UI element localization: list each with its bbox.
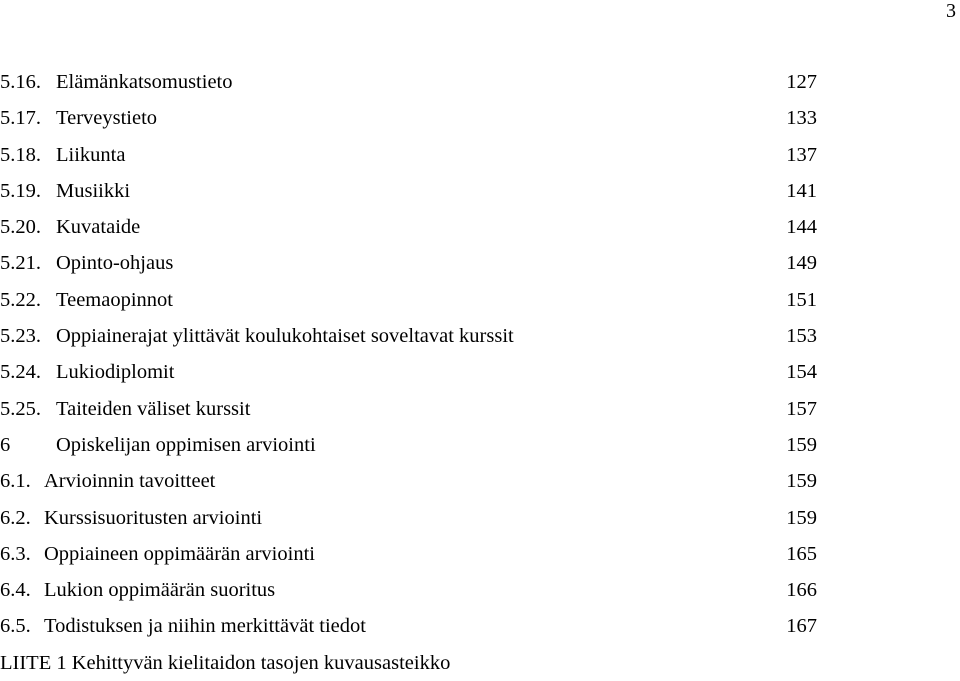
toc-entry-6-4[interactable] xyxy=(0,572,960,608)
toc-entry-title: Todistuksen ja niihin merkittävät tiedot xyxy=(44,615,366,638)
toc-entry-5-25[interactable] xyxy=(0,391,960,427)
toc-entry-number: 5.19. xyxy=(0,179,41,202)
toc-entry-5-20[interactable] xyxy=(0,209,960,245)
toc-entry-5-24[interactable] xyxy=(0,354,960,390)
toc-entry-page: 133 xyxy=(786,107,817,130)
toc-entry-appendix-1[interactable] xyxy=(0,645,960,681)
toc-entry-title: Musiikki xyxy=(56,179,131,202)
toc-entry-title: LIITE 1 Kehittyvän kielitaidon tasojen kuvausasteikko xyxy=(0,651,451,674)
toc-entry-6-3[interactable] xyxy=(0,536,960,572)
toc-entry-title: Oppiainerajat ylittävät koulukohtaiset soveltavat kurssit xyxy=(56,325,514,348)
toc-entry-number: 5.25. xyxy=(0,397,41,420)
toc-entry-title: Liikunta xyxy=(56,143,126,166)
toc-entry-number: 5.24. xyxy=(0,361,41,384)
toc-entry-number: 6.5. xyxy=(0,615,31,638)
toc-entry-page: 151 xyxy=(786,288,817,311)
toc-entry-number: 5.20. xyxy=(0,216,41,239)
toc-entry-5-19[interactable] xyxy=(0,173,960,209)
toc-entry-number: 5.22. xyxy=(0,288,41,311)
toc-entry-number: 6.2. xyxy=(0,506,31,529)
toc-entry-page: 159 xyxy=(786,470,817,493)
toc-entry-number: 5.17. xyxy=(0,107,41,130)
page-number: 3 xyxy=(946,0,956,22)
toc-entry-number: 5.21. xyxy=(0,252,41,275)
toc-entry-title: Kurssisuoritusten arviointi xyxy=(44,506,263,529)
toc-entry-title: Lukiodiplomit xyxy=(56,361,175,384)
toc-entry-number: 6.1. xyxy=(0,470,31,493)
toc-entry-page: 153 xyxy=(786,325,817,348)
toc-entry-number: 5.16. xyxy=(0,71,41,93)
toc-entry-6-5[interactable] xyxy=(0,608,960,644)
toc-entry-5-18[interactable] xyxy=(0,137,960,173)
toc-entry-title: Lukion oppimäärän suoritus xyxy=(44,579,276,602)
toc-entry-title: Kuvataide xyxy=(56,216,141,239)
toc-entry-number: 6.3. xyxy=(0,542,31,565)
toc-entry-page: 166 xyxy=(786,579,817,602)
toc-entry-number: 5.18. xyxy=(0,143,41,166)
toc-entry-page: 159 xyxy=(786,506,817,529)
toc-entry-page: 144 xyxy=(786,216,817,239)
toc-entry-page: 165 xyxy=(786,542,817,565)
toc-entry-title: Terveystieto xyxy=(56,107,158,130)
toc-entry-page: 159 xyxy=(786,433,817,456)
toc-entry-title: Teemaopinnot xyxy=(56,288,173,311)
toc-entry-5-23[interactable] xyxy=(0,318,960,354)
toc-entry-page: 127 xyxy=(786,71,817,93)
toc-entry-page: 141 xyxy=(786,179,817,202)
toc-entry-number: 6 xyxy=(0,433,11,456)
toc-entry-title: Taiteiden väliset kurssit xyxy=(56,397,251,420)
toc-entry-title: Oppiaineen oppimäärän arviointi xyxy=(44,542,315,565)
toc-entry-page: 154 xyxy=(786,361,817,384)
toc-entry-5-17[interactable] xyxy=(0,100,960,136)
toc-entry-6-2[interactable] xyxy=(0,500,960,536)
toc-entry-page: 167 xyxy=(786,615,817,638)
toc-entry-title: Elämänkatsomustieto xyxy=(56,71,233,93)
toc-entry-5-22[interactable] xyxy=(0,282,960,318)
toc-entry-page: 137 xyxy=(786,143,817,166)
toc-entry-number: 5.23. xyxy=(0,325,41,348)
toc-entry-6[interactable] xyxy=(0,427,960,463)
toc-entry-page: 157 xyxy=(786,397,817,420)
toc-entry-number: 6.4. xyxy=(0,579,31,602)
toc-entry-title: Arvioinnin tavoitteet xyxy=(44,470,216,493)
toc-entry-6-1[interactable] xyxy=(0,463,960,499)
toc-entry-title: Opiskelijan oppimisen arviointi xyxy=(56,433,316,456)
toc-entry-5-21[interactable] xyxy=(0,245,960,281)
toc-entry-title: Opinto-ohjaus xyxy=(56,252,174,275)
toc-entry-5-16[interactable] xyxy=(0,64,960,100)
toc-entry-page: 149 xyxy=(786,252,817,275)
table-of-contents xyxy=(0,64,960,681)
